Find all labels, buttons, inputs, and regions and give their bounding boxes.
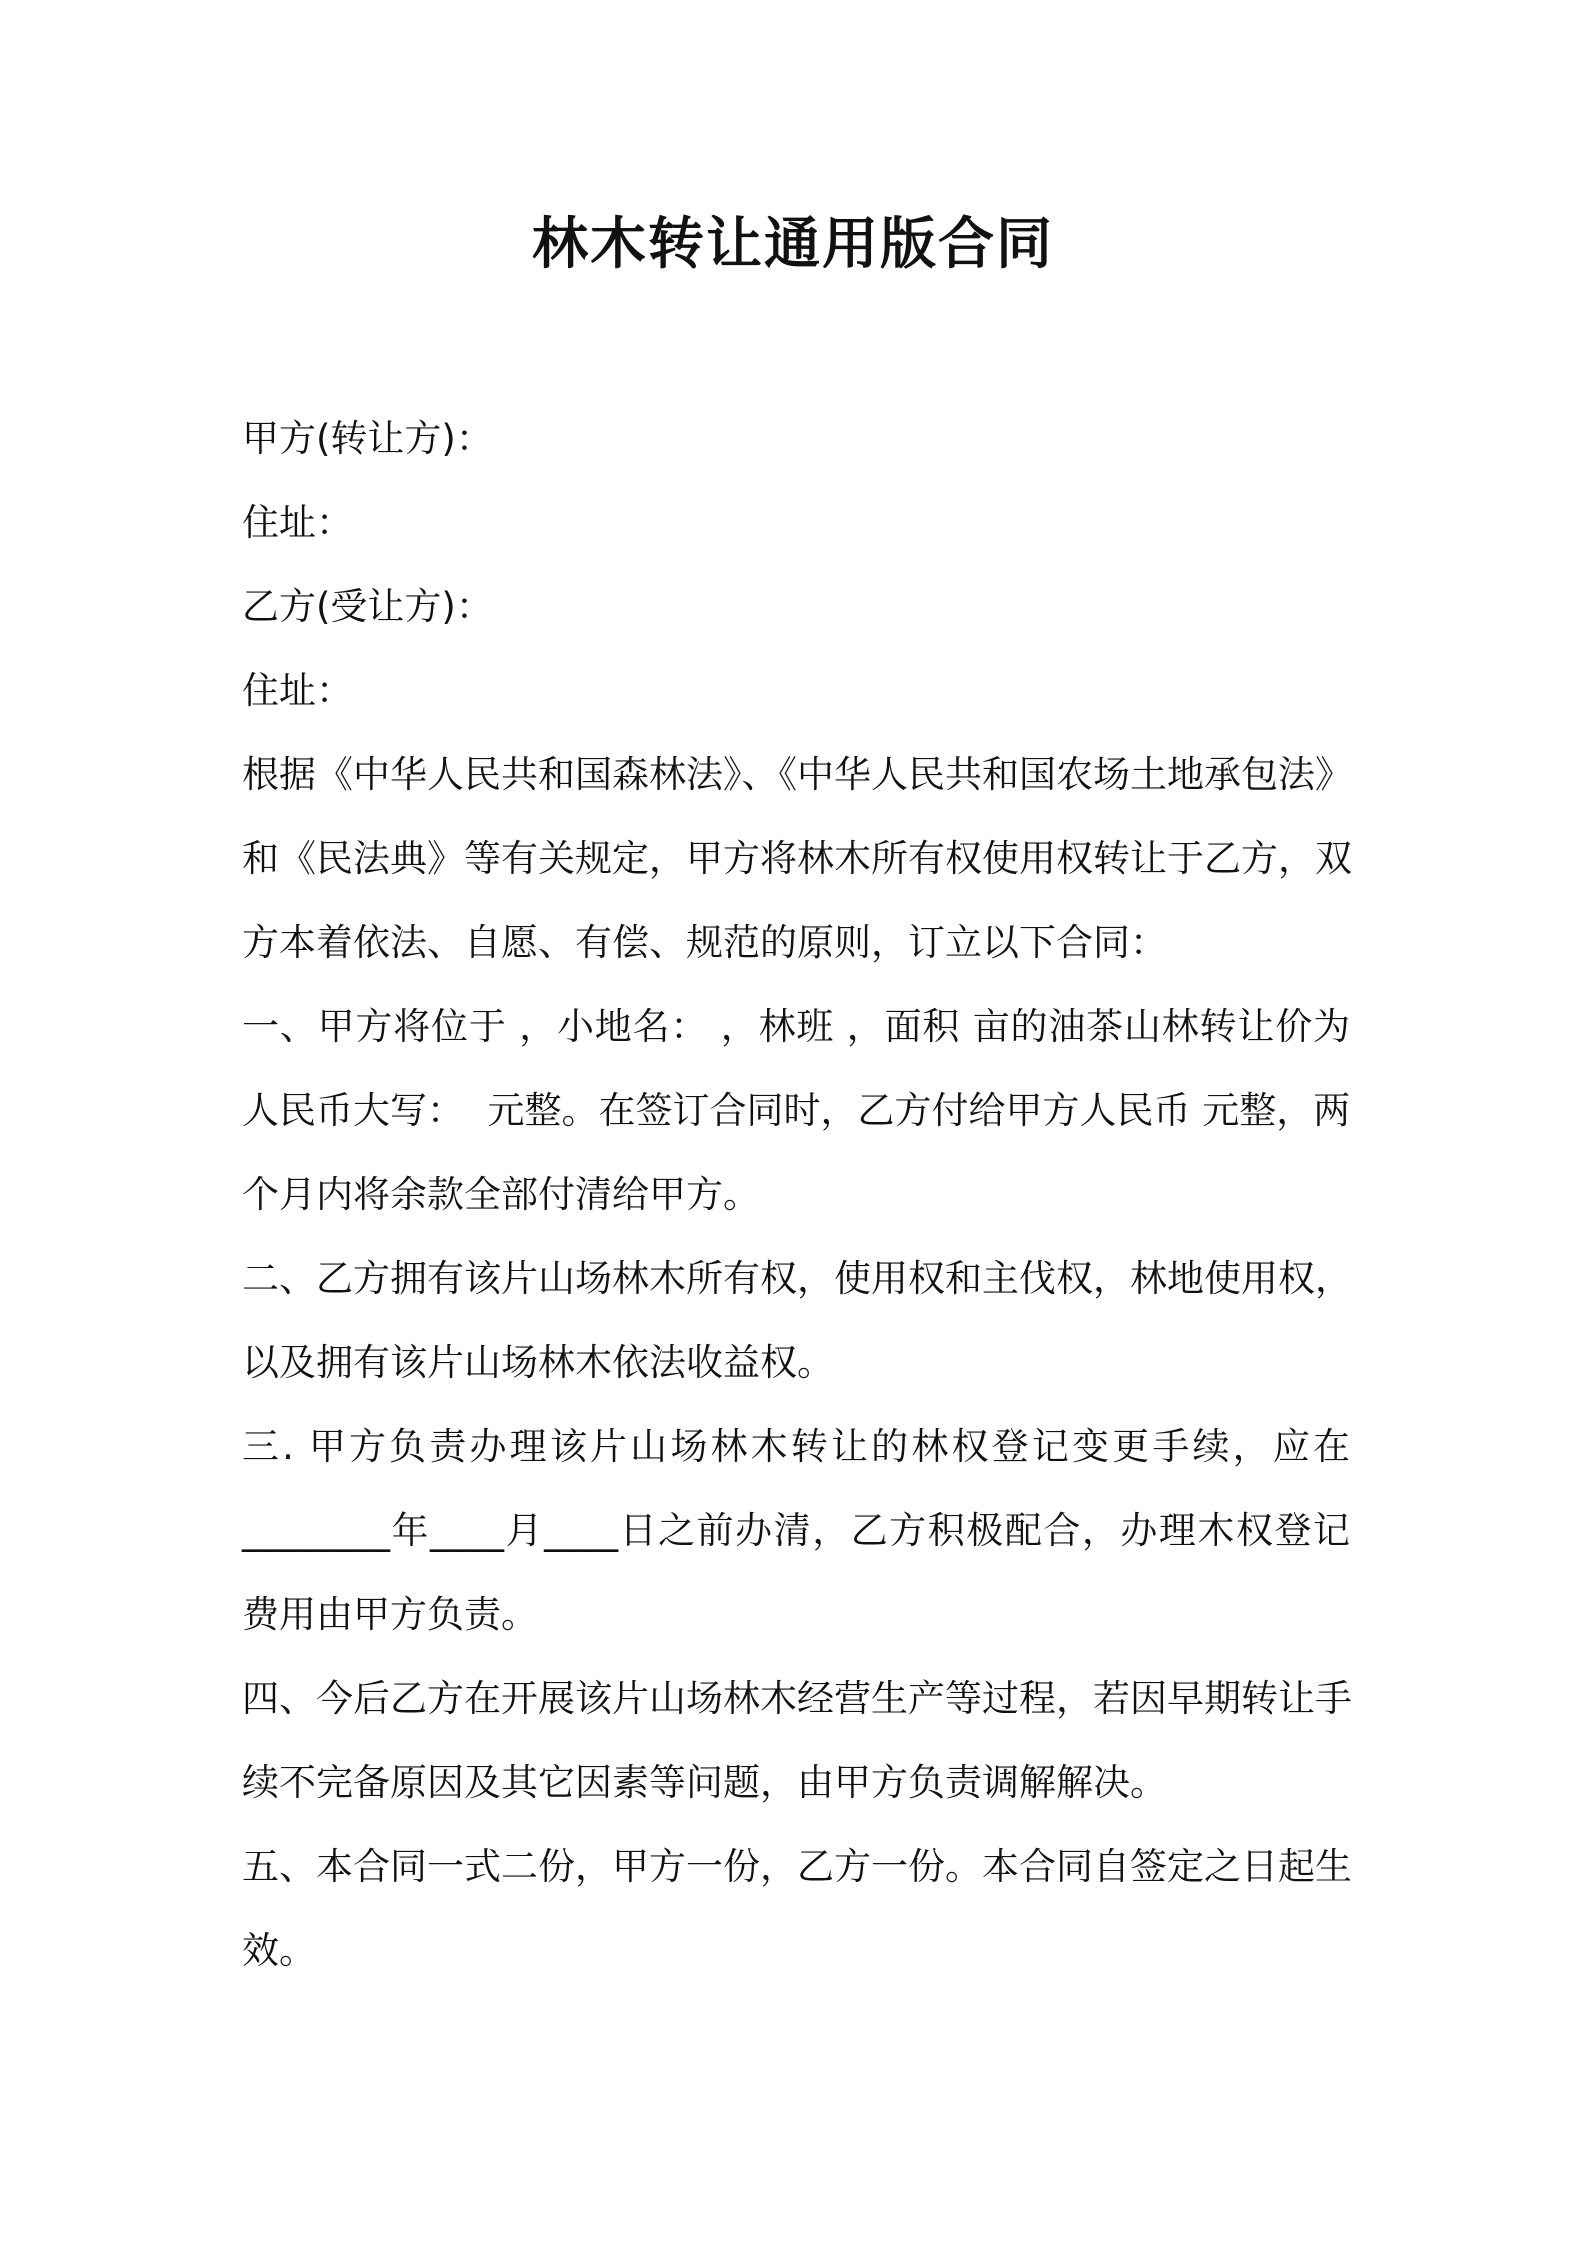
preamble-line-2: 和《民法典》等有关规定，甲方将林木所有权使用权转让于乙方，双 <box>242 837 1352 880</box>
party-b-label: 乙方(受让方)： <box>242 585 493 628</box>
clause-1-line-2: 人民币大写： 元整。在签订合同时，乙方付给甲方人民币 元整，两 <box>242 1089 1351 1132</box>
document-title: 林木转让通用版合同 <box>532 212 1054 277</box>
preamble-line-3: 方本着依法、自愿、有偿、规范的原则，订立以下合同： <box>242 921 1167 964</box>
clause-1-line-1: 一、甲方将位于 ，小地名： ，林班 ，面积 亩的油茶山林转让价为 <box>242 1005 1350 1048</box>
clause-2-line-1: 二、乙方拥有该片山场林木所有权，使用权和主伐权，林地使用权， <box>242 1257 1352 1300</box>
preamble-line-1: 根据《中华人民共和国森林法》、《中华人民共和国农场土地承包法》 <box>242 753 1352 796</box>
clause-5-line-1: 五、本合同一式二份，甲方一份，乙方一份。本合同自签定之日起生 <box>242 1845 1352 1888</box>
clause-3-line-2: ________年____月____日之前办清，乙方积极配合，办理木权登记 <box>242 1509 1350 1552</box>
clause-1-line-3: 个月内将余款全部付清给甲方。 <box>242 1173 760 1216</box>
clause-5-line-2: 效。 <box>242 1929 316 1972</box>
party-a-label: 甲方(转让方)： <box>242 417 493 460</box>
party-a-address-label: 住址： <box>242 501 353 544</box>
clause-2-line-2: 以及拥有该片山场林木依法收益权。 <box>242 1341 834 1384</box>
clause-3-line-3: 费用由甲方负责。 <box>242 1593 538 1636</box>
clause-4-line-2: 续不完备原因及其它因素等问题，由甲方负责调解解决。 <box>242 1761 1167 1804</box>
clause-4-line-1: 四、今后乙方在开展该片山场林木经营生产等过程，若因早期转让手 <box>242 1677 1352 1720</box>
clause-3-line-1: 三. 甲方负责办理该片山场林木转让的林权登记变更手续，应在 <box>242 1425 1350 1468</box>
party-b-address-label: 住址： <box>242 669 353 712</box>
document-body <box>242 397 1350 1993</box>
